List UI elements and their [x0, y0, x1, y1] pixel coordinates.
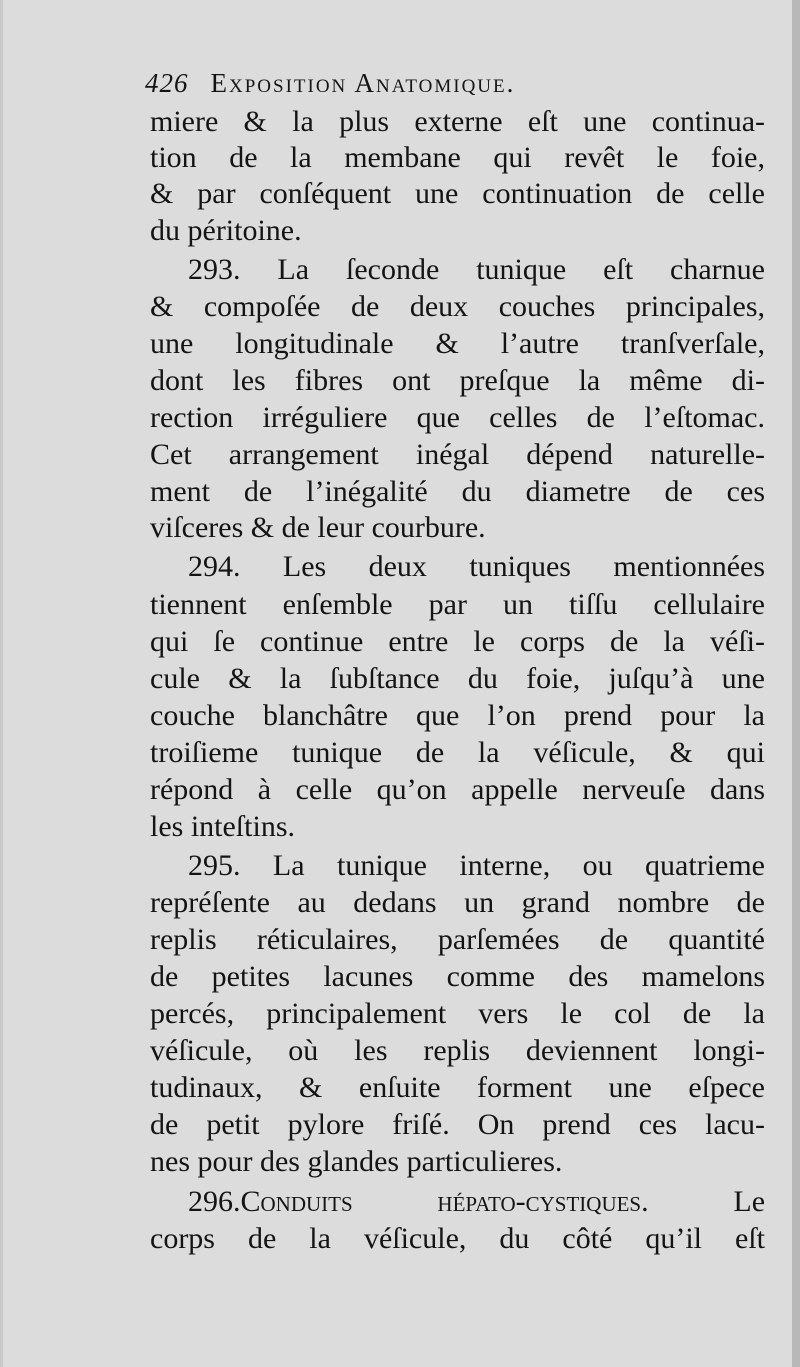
text-line: de petit pylore friſé. On prend ces lacu-	[150, 1108, 765, 1141]
section-continuation: Le	[733, 1185, 766, 1218]
paragraph-296-first-line	[188, 1184, 765, 1220]
section-heading: Conduits hépato-cystiques.	[240, 1185, 649, 1218]
paragraph-293-first-line: 293. La ſeconde tunique eſt charnue	[188, 253, 765, 286]
text-line: replis réticulaires, parſemées de quantité	[150, 923, 765, 956]
text-line: de petites lacunes comme des mamelons	[150, 960, 765, 993]
page-left-edge	[0, 0, 3, 1367]
text-line: répond à celle qu’on appelle nerveuſe dans	[150, 773, 765, 806]
text-line: tion de la membane qui revêt le foie,	[150, 141, 765, 174]
text-line: corps de la véſicule, du côté qu’il eſt	[150, 1222, 765, 1255]
text-line: & compoſée de deux couches principales,	[150, 290, 765, 323]
text-line: cule & la ſubſtance du foie, juſqu’à une	[150, 662, 765, 695]
text-line: percés, principalement vers le col de la	[150, 997, 765, 1030]
text-line: nes pour des glandes particulieres.	[150, 1145, 563, 1178]
text-line: qui ſe continue entre le corps de la véſi-	[150, 625, 765, 658]
text-line: ment de l’inégalité du diametre de ces	[150, 475, 765, 508]
text-line: & par conſéquent une continuation de celle	[150, 177, 765, 210]
page-right-edge	[792, 0, 800, 1367]
running-header	[145, 68, 765, 108]
text-line: repréſente au dedans un grand nombre de	[150, 886, 765, 919]
paragraph-294-first-line: 294. Les deux tuniques mentionnées	[188, 550, 765, 583]
text-line: Cet arrangement inégal dépend naturelle-	[150, 438, 765, 471]
page-number: 426	[145, 68, 189, 98]
text-line: viſceres & de leur courbure.	[150, 511, 486, 544]
text-line: miere & la plus externe eſt une continua-	[150, 105, 765, 138]
text-line: les inteſtins.	[150, 810, 295, 843]
text-line: véſicule, où les replis deviennent longi-	[150, 1034, 765, 1067]
section-number: 296.	[188, 1185, 241, 1218]
text-line: une longitudinale & l’autre tranſverſale,	[150, 327, 765, 360]
text-line: couche blanchâtre que l’on prend pour la	[150, 699, 765, 732]
text-line: troiſieme tunique de la véſicule, & qui	[150, 736, 765, 769]
text-line: du péritoine.	[150, 214, 302, 247]
text-line: dont les fibres ont preſque la même di-	[150, 364, 765, 397]
text-line: tiennent enſemble par un tiſſu cellulaire	[150, 588, 765, 621]
text-line: rection irréguliere que celles de l’eſtomac.	[150, 401, 765, 434]
text-line: tudinaux, & enſuite forment une eſpece	[150, 1071, 765, 1104]
paragraph-295-first-line: 295. La tunique interne, ou quatrieme	[188, 849, 765, 882]
running-title: Exposition Anatomique.	[210, 68, 516, 98]
